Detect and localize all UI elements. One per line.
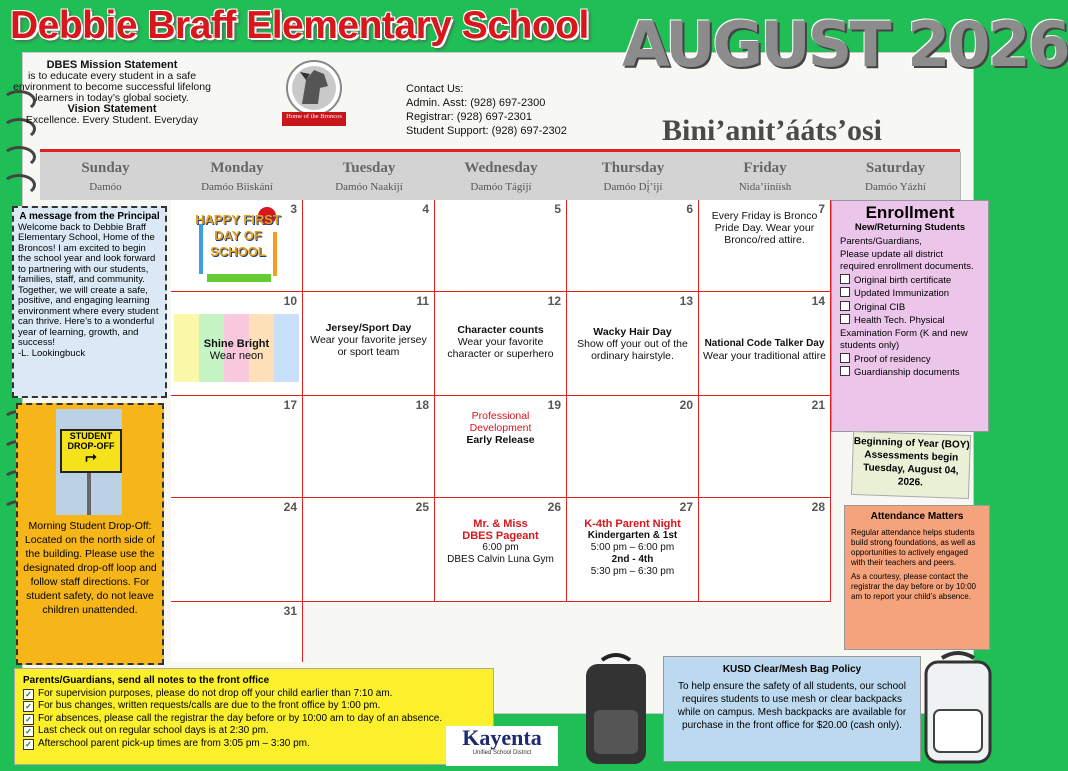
item-text: Proof of residency	[854, 353, 931, 365]
calendar-grid	[40, 152, 960, 618]
district-sub: Unified School District	[472, 750, 532, 756]
vision-title: Vision Statement	[67, 103, 157, 115]
principal-title: A message from the Principal	[19, 211, 160, 222]
event-text: Show off your out of the ordinary hairstyle.	[577, 338, 688, 362]
day-name-navajo: Damóo	[89, 181, 122, 193]
principal-signature: -L. Lookingbuck	[18, 347, 86, 359]
event-line: 2nd - 4th	[611, 554, 654, 565]
contact-block	[406, 82, 626, 138]
day-cell-17[interactable]	[171, 396, 303, 498]
day-number: 18	[415, 398, 429, 412]
day-cell-4[interactable]	[303, 200, 435, 292]
note-text: For supervision purposes, please do not drop off your child earlier than 7:10 am.	[38, 687, 393, 699]
note-text: For absences, please call the registrar the day before or by 10:00 am to day of an absence.	[38, 712, 443, 724]
day-cell-18[interactable]	[303, 396, 435, 498]
day-name: Wednesday	[464, 160, 538, 176]
note-item	[23, 738, 485, 751]
principal-message	[12, 206, 167, 398]
day-cell-21[interactable]	[699, 396, 831, 498]
event-text: Every Friday is Bronco Pride Day. Wear your Bronco/red attire.	[711, 210, 818, 246]
checkbox-icon	[840, 314, 850, 324]
checkbox-icon	[840, 301, 850, 311]
day-name: Friday	[743, 160, 787, 176]
day-number: 20	[679, 398, 693, 412]
checkmark-icon: ✓	[23, 701, 34, 712]
mission-block	[12, 60, 212, 126]
event-text: DBES Calvin Luna Gym	[447, 554, 554, 565]
note-item	[23, 725, 485, 738]
day-name-navajo: Nida’iiníísh	[738, 181, 792, 193]
day-cell-3[interactable]	[171, 200, 303, 292]
enrollment-intro: Please update all district required enrollment documents.	[840, 248, 974, 272]
day-cell-31[interactable]	[171, 602, 303, 662]
dropoff-photo	[56, 409, 122, 515]
day-number: 25	[415, 500, 429, 514]
note-item	[23, 688, 485, 701]
day-cell-28[interactable]	[699, 498, 831, 602]
day-cell-27[interactable]	[567, 498, 699, 602]
logo-caption: Home of the Broncos	[286, 113, 342, 120]
vision-text: Excellence. Every Student. Everyday	[25, 114, 199, 126]
day-cell-20[interactable]	[567, 396, 699, 498]
day-name-navajo: Damóo Naakijí	[335, 181, 403, 193]
day-cell-24[interactable]	[171, 498, 303, 602]
day-number: 12	[547, 294, 561, 308]
day-number: 4	[422, 202, 429, 216]
mission-text: is to educate every student in a safe environment to become successful lifelong learners in today’s global society.	[13, 70, 211, 104]
enrollment-title: Enrollment	[865, 203, 955, 222]
day-number: 14	[811, 294, 825, 308]
event-text: Wear neon	[209, 350, 264, 362]
event-time: 5:30 pm – 6:30 pm	[590, 566, 675, 577]
day-cell-12[interactable]	[435, 292, 567, 396]
day-name-navajo: Damóo Dį́’ijí	[603, 181, 663, 193]
bag-policy-text: To help ensure the safety of all students, our school requires students to use mesh or clear backpacks while on campus. Mesh backpacks are available for purchase in the front office for $20.00 (cash only).	[677, 681, 907, 731]
day-number: 6	[686, 202, 693, 216]
district-name: Kayenta	[462, 725, 542, 750]
enrollment-item	[840, 287, 980, 301]
event-text: Wear your favorite jersey or sport team	[310, 334, 427, 358]
day-number: 21	[811, 398, 825, 412]
day-number: 13	[679, 294, 693, 308]
day-number: 26	[547, 500, 561, 514]
day-number: 19	[547, 398, 561, 412]
mission-title: DBES Mission Statement	[46, 59, 178, 71]
checkbox-icon	[840, 274, 850, 284]
note-item	[23, 713, 485, 726]
contact-line: Registrar: (928) 697-2301	[406, 111, 532, 123]
event-text: Wear your traditional attire	[703, 350, 826, 362]
binder-ring	[2, 174, 36, 196]
event-time: 6:00 pm	[482, 542, 519, 553]
event-title: Character counts	[457, 324, 544, 336]
contact-line: Admin. Asst: (928) 697-2300	[406, 97, 546, 109]
enrollment-item	[840, 274, 980, 288]
dropoff-text: Morning Student Drop-Off: Located on the north side of the building. Please use the designated drop-off loop and follow staff directions. For student safety, do not leave children unattended.	[23, 520, 157, 616]
day-cell-6[interactable]	[567, 200, 699, 292]
school-logo	[280, 58, 348, 130]
note-text: For bus changes, written requests/calls are due to the front office by 1:00 pm.	[38, 700, 381, 711]
day-cell-19[interactable]	[435, 396, 567, 498]
day-name: Monday	[210, 160, 264, 176]
item-text: Health Tech. Physical Examination Form (K and new students only)	[840, 315, 968, 351]
checkmark-icon: ✓	[23, 726, 34, 737]
enrollment-item	[840, 353, 980, 367]
event-title: Wacky Hair Day	[593, 326, 672, 338]
day-name-navajo: Damóo Yázhí	[865, 181, 926, 193]
day-number: 28	[811, 500, 825, 514]
day-cell-5[interactable]	[435, 200, 567, 292]
bag-policy-notice	[663, 656, 921, 762]
day-header-friday	[699, 152, 832, 200]
note-text: Afterschool parent pick-up times are from 3:05 pm – 3:30 pm.	[38, 737, 310, 749]
event-line: Kindergarten & 1st	[587, 530, 678, 541]
notes-title: Parents/Guardians, send all notes to the front office	[23, 675, 270, 686]
day-name: Thursday	[601, 160, 665, 176]
dropoff-sign	[60, 429, 122, 473]
day-name: Tuesday	[342, 160, 396, 176]
event-text: Early Release	[466, 434, 535, 446]
checkmark-icon: ✓	[23, 739, 34, 750]
attendance-title: Attendance Matters	[870, 511, 964, 522]
day-cell-13[interactable]	[567, 292, 699, 396]
principal-text: Welcome back to Debbie Braff Elementary School, Home of the Broncos! I am excited to begin the school year and look forward to partnering with our students, families, staff, and community. Together, we will create a safe, positive, and engaging learning environment where every student can thrive. Here’s to a wonderful year of learning, growth, and success!	[18, 221, 159, 348]
district-logo	[446, 726, 558, 766]
dropoff-notice	[16, 403, 164, 665]
day-header-monday	[171, 152, 304, 200]
note-item	[23, 700, 485, 713]
day-number: 10	[283, 294, 297, 308]
attendance-text: Regular attendance helps students build strong foundations, as well as opportunities to actively engaged with their teachers and peers.	[851, 528, 976, 567]
enrollment-item	[840, 366, 980, 380]
school-title: Debbie Braff Elementary School	[10, 4, 589, 47]
day-header-saturday	[831, 152, 961, 200]
item-text: Original birth certificate	[854, 274, 952, 286]
binder-ring	[2, 146, 36, 168]
enrollment-item	[840, 301, 980, 315]
event-title: Jersey/Sport Day	[325, 322, 412, 334]
event-title: Shine Bright	[203, 338, 270, 350]
day-name: Sunday	[81, 160, 130, 176]
event-title: Mr. & Miss DBES Pageant	[462, 518, 539, 542]
day-header-wednesday	[435, 152, 568, 200]
boy-assessment-note: Beginning of Year (BOY) Assessments begin Tuesday, August 04, 2026.	[851, 431, 971, 499]
day-cell-25[interactable]	[303, 498, 435, 602]
item-text: Updated Immunization	[854, 288, 950, 299]
enrollment-notice	[831, 200, 989, 432]
contact-line: Student Support: (928) 697-2302	[406, 125, 567, 137]
sign-text: DROP-OFF	[67, 441, 115, 451]
day-number: 11	[416, 294, 429, 308]
event-title: Professional Development	[469, 410, 532, 434]
item-text: Guardianship documents	[854, 367, 960, 378]
turn-arrow-icon: ⮣	[85, 448, 97, 464]
day-number: 24	[283, 500, 297, 514]
event-title: K-4th Parent Night	[584, 518, 681, 530]
day-cell-10[interactable]	[171, 292, 303, 396]
month-title-navajo: Bini’anit’áátsʼosi	[661, 114, 883, 147]
front-office-notes	[14, 668, 494, 765]
day-name: Saturday	[865, 160, 926, 176]
enrollment-greeting: Parents/Guardians,	[840, 236, 922, 247]
clear-backpack-icon	[920, 648, 996, 766]
day-header-tuesday	[303, 152, 436, 200]
day-header-sunday	[40, 152, 172, 200]
day-number: 3	[290, 202, 297, 216]
day-name-navajo: Damóo Tágijí	[470, 181, 532, 193]
day-number: 5	[554, 202, 561, 216]
checkmark-icon: ✓	[23, 714, 34, 725]
day-name-navajo: Damóo Biiskání	[201, 181, 273, 193]
note-text: Last check out on regular school days is at 2:30 pm.	[38, 725, 269, 736]
day-number: 31	[283, 604, 297, 618]
bag-policy-title: KUSD Clear/Mesh Bag Policy	[722, 664, 862, 675]
checkmark-icon: ✓	[23, 689, 34, 700]
attendance-text: As a courtesy, please contact the registrar the day before or by 10:00 am to report your child’s absence.	[851, 572, 976, 601]
enrollment-item	[840, 314, 980, 353]
enrollment-subtitle: New/Returning Students	[854, 221, 966, 233]
month-title: AUGUST 2026	[622, 8, 1068, 81]
checkbox-icon	[840, 353, 850, 363]
sign-post	[87, 473, 91, 515]
mesh-backpack-icon	[580, 650, 652, 768]
attendance-notice	[844, 505, 990, 650]
day-cell-14[interactable]	[699, 292, 831, 396]
day-number: 17	[283, 398, 297, 412]
event-title: National Code Talker Day	[704, 338, 825, 349]
first-day-text: HAPPY FIRST DAY OF SCHOOL	[195, 212, 281, 259]
day-number: 27	[679, 500, 693, 514]
checkbox-icon	[840, 366, 850, 376]
checkbox-icon	[840, 287, 850, 297]
event-time: 5:00 pm – 6:00 pm	[590, 542, 675, 553]
day-header-thursday	[567, 152, 700, 200]
event-text: Wear your favorite character or superhero	[447, 336, 554, 360]
day-cell-7[interactable]	[699, 200, 831, 292]
sign-text: STUDENT	[69, 431, 113, 441]
day-cell-11[interactable]	[303, 292, 435, 396]
day-cell-26[interactable]	[435, 498, 567, 602]
day-number: 7	[818, 202, 825, 216]
item-text: Original CIB	[854, 301, 906, 313]
contact-title: Contact Us:	[406, 83, 464, 95]
